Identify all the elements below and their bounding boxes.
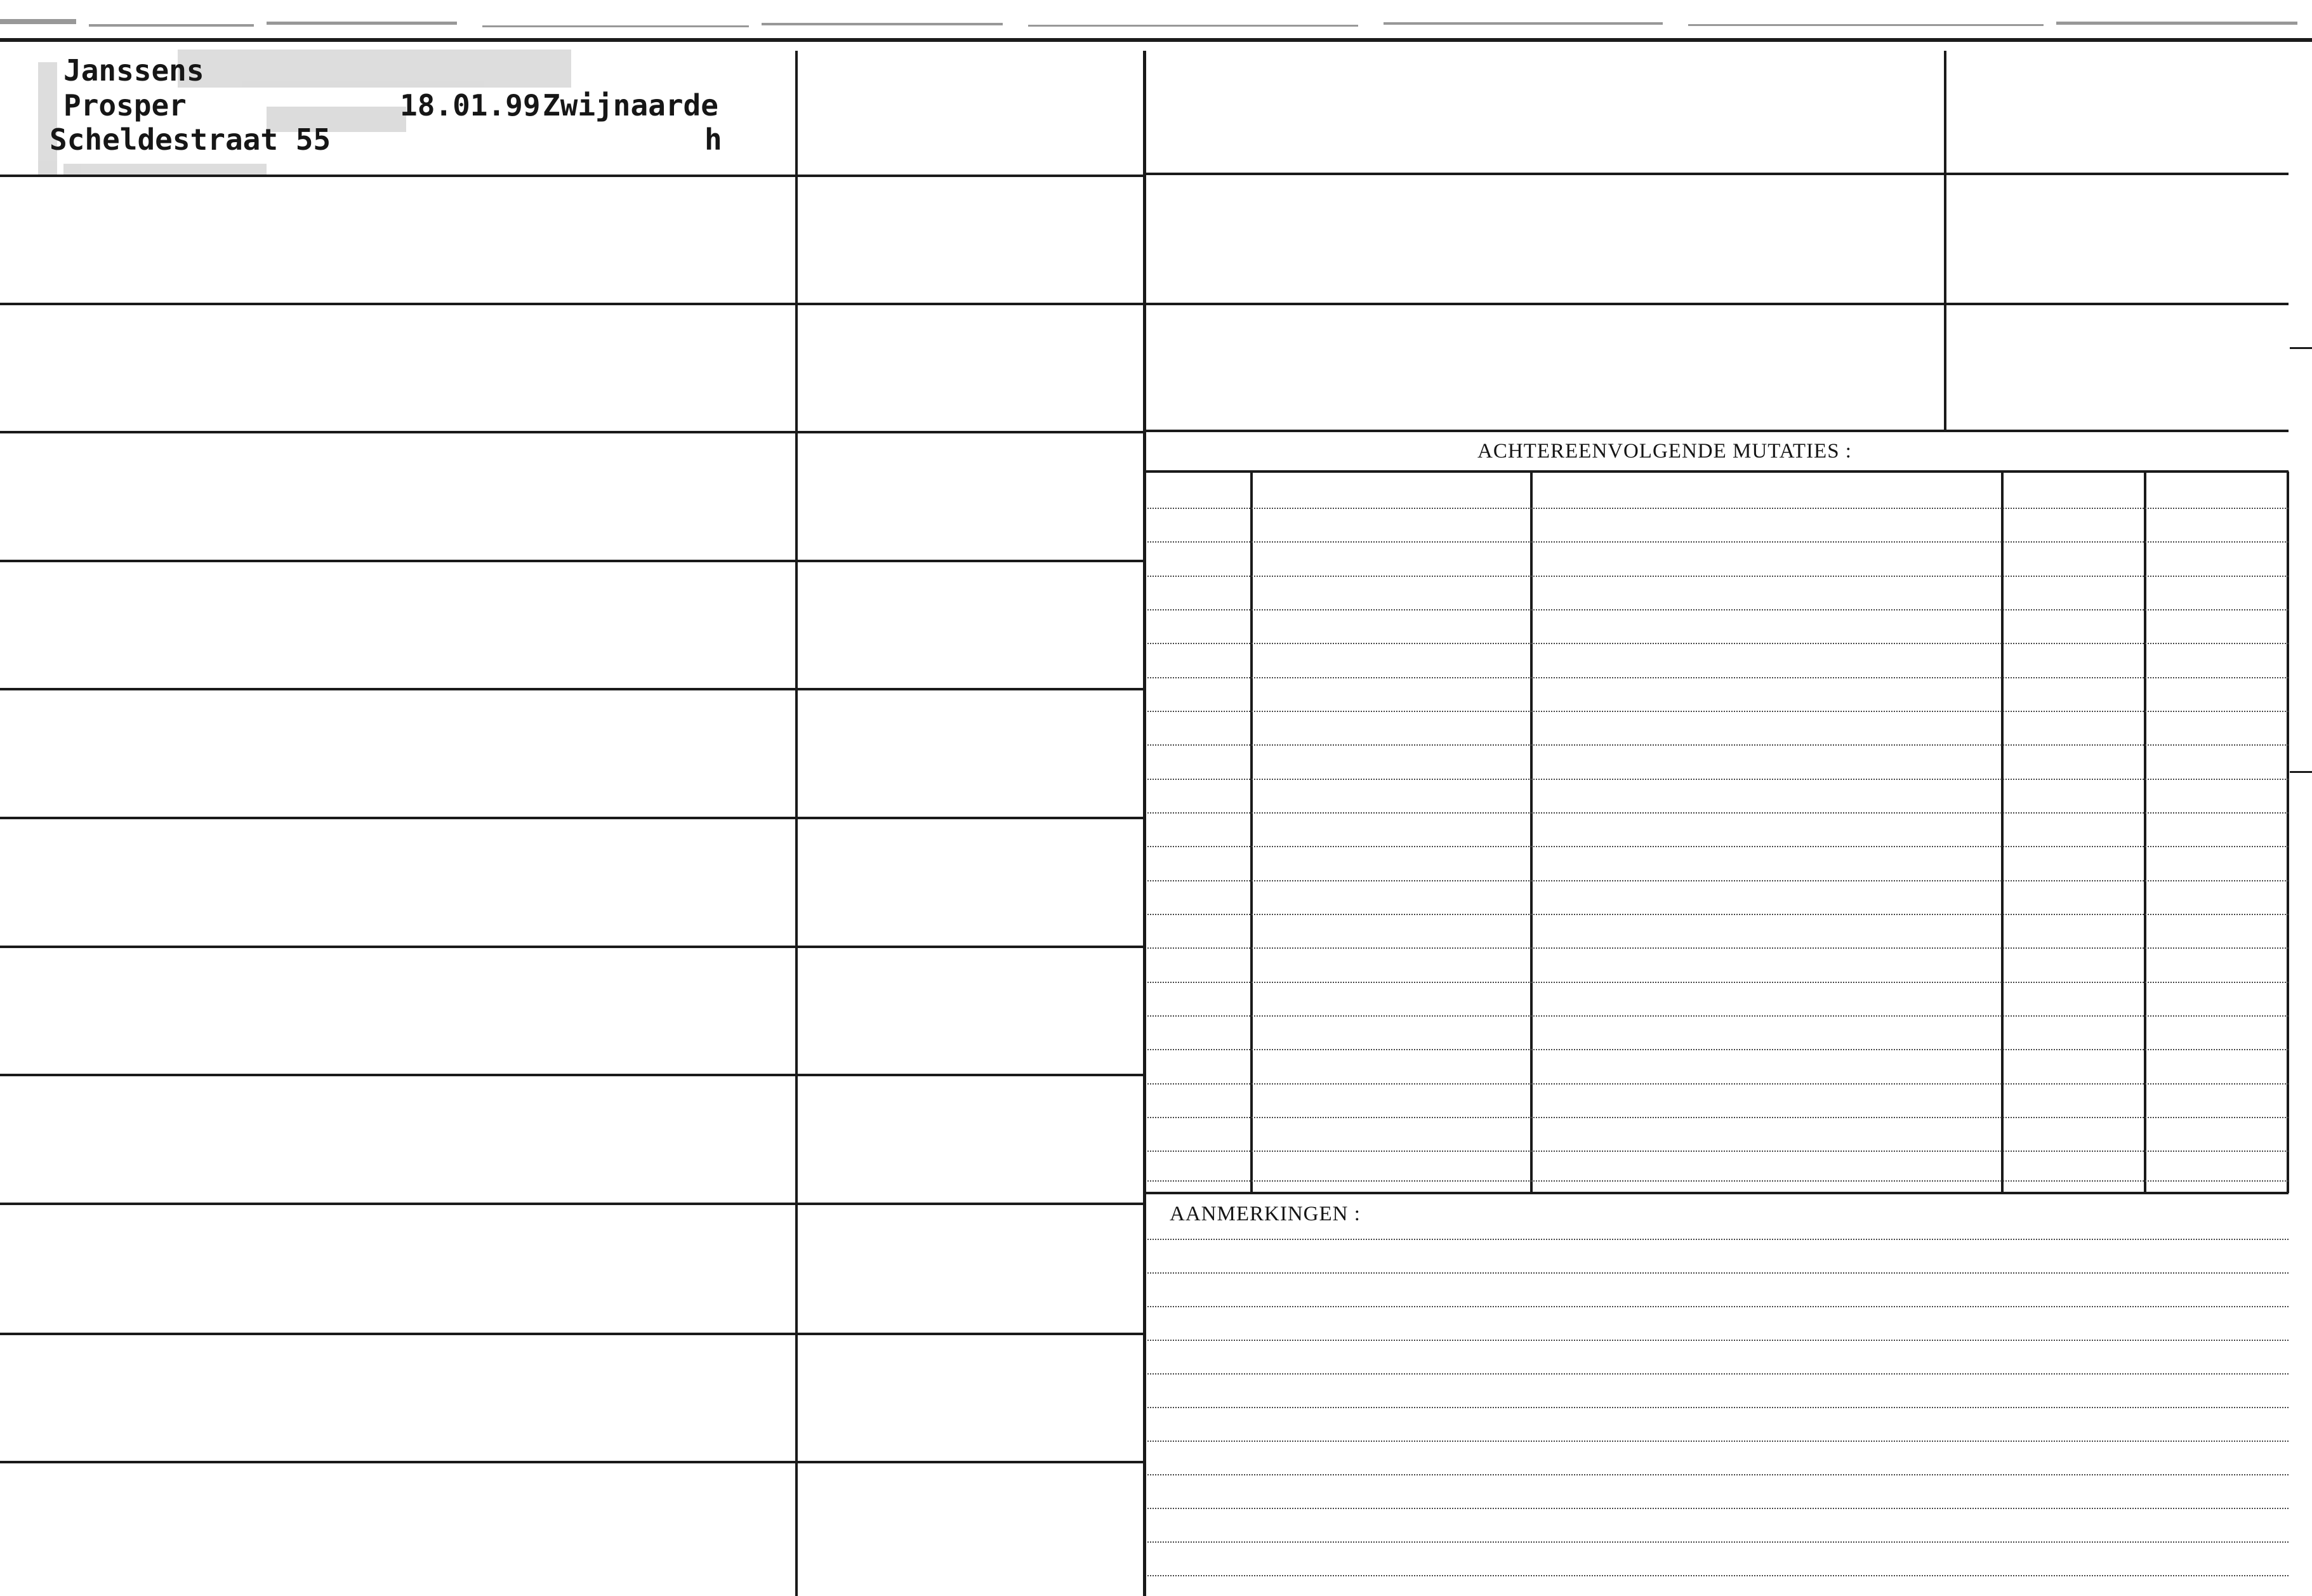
edge-tick [2290, 347, 2312, 349]
record-surname: Janssens [63, 53, 204, 88]
remarks-line [1147, 1508, 2289, 1509]
row-divider [0, 431, 1143, 433]
row-divider [0, 1461, 1143, 1463]
mutations-row-line [1147, 914, 2289, 915]
row-divider [0, 303, 1143, 305]
row-divider [0, 1074, 1143, 1076]
mutations-row-line [1147, 677, 2289, 678]
mutations-column-rule [2001, 472, 2004, 1193]
mutations-row-line [1147, 982, 2289, 983]
mutations-column-rule [2144, 472, 2146, 1193]
record-birth-place: Zwijnaarde [543, 88, 718, 122]
remarks-line [1147, 1306, 2289, 1307]
mutations-title: ACHTEREENVOLGENDE MUTATIES : [1477, 440, 1852, 463]
mutations-bottom-rule [1146, 1192, 2289, 1194]
row-divider [0, 1203, 1143, 1205]
mutations-row-line [1147, 1151, 2289, 1152]
mutations-row-line [1147, 1049, 2289, 1050]
remarks-line [1147, 1575, 2289, 1576]
right-upper-row-divider [1146, 430, 2289, 432]
mutations-row-line [1147, 541, 2289, 543]
remarks-line [1147, 1474, 2289, 1475]
mutations-row-line [1147, 947, 2289, 949]
scan-edge-noise [0, 0, 2312, 44]
record-first-name: Prosper [63, 88, 187, 122]
mutations-row-line [1147, 711, 2289, 712]
mutations-row-line [1147, 744, 2289, 746]
right-upper-row-divider [1146, 173, 2289, 175]
mutations-row-line [1147, 1180, 2289, 1182]
middle-column-rule [1143, 51, 1146, 1596]
mutations-row-line [1147, 880, 2289, 881]
mutations-right-border [2287, 472, 2289, 1193]
mutations-column-rule [1530, 472, 1533, 1193]
mutations-row-line [1147, 576, 2289, 577]
edge-tick [2290, 771, 2312, 773]
row-divider [0, 688, 1143, 690]
mutations-row-line [1147, 643, 2289, 644]
remarks-line [1147, 1340, 2289, 1341]
row-divider [0, 817, 1143, 819]
mutations-row-line [1147, 1117, 2289, 1118]
mutations-row-line [1147, 846, 2289, 847]
right-upper-row-divider [1146, 303, 2289, 305]
row-divider [0, 946, 1143, 948]
remarks-line [1147, 1407, 2289, 1408]
mutations-column-rule [1250, 472, 1253, 1193]
mutations-row-line [1147, 1083, 2289, 1085]
row-divider [0, 560, 1143, 562]
record-birth-date: 18.01.99 [400, 88, 541, 122]
row-divider [0, 1333, 1143, 1335]
remarks-line [1147, 1239, 2289, 1240]
remarks-line [1147, 1541, 2289, 1543]
remarks-title: AANMERKINGEN : [1170, 1203, 1361, 1225]
left-column-rule [795, 51, 798, 1596]
mutations-row-line [1147, 609, 2289, 610]
mutations-row-line [1147, 812, 2289, 814]
mutations-row-line [1147, 779, 2289, 780]
remarks-line [1147, 1373, 2289, 1375]
remarks-line [1147, 1272, 2289, 1274]
mutations-row-line [1147, 1015, 2289, 1017]
remarks-line [1147, 1441, 2289, 1442]
mutations-header-rule [1146, 470, 2289, 473]
right-upper-column-rule [1944, 51, 1946, 430]
row-divider [0, 175, 1143, 177]
record-street: Scheldestraat 55 [50, 122, 331, 157]
mutations-row-line [1147, 508, 2289, 509]
record-marker: h [704, 122, 722, 157]
